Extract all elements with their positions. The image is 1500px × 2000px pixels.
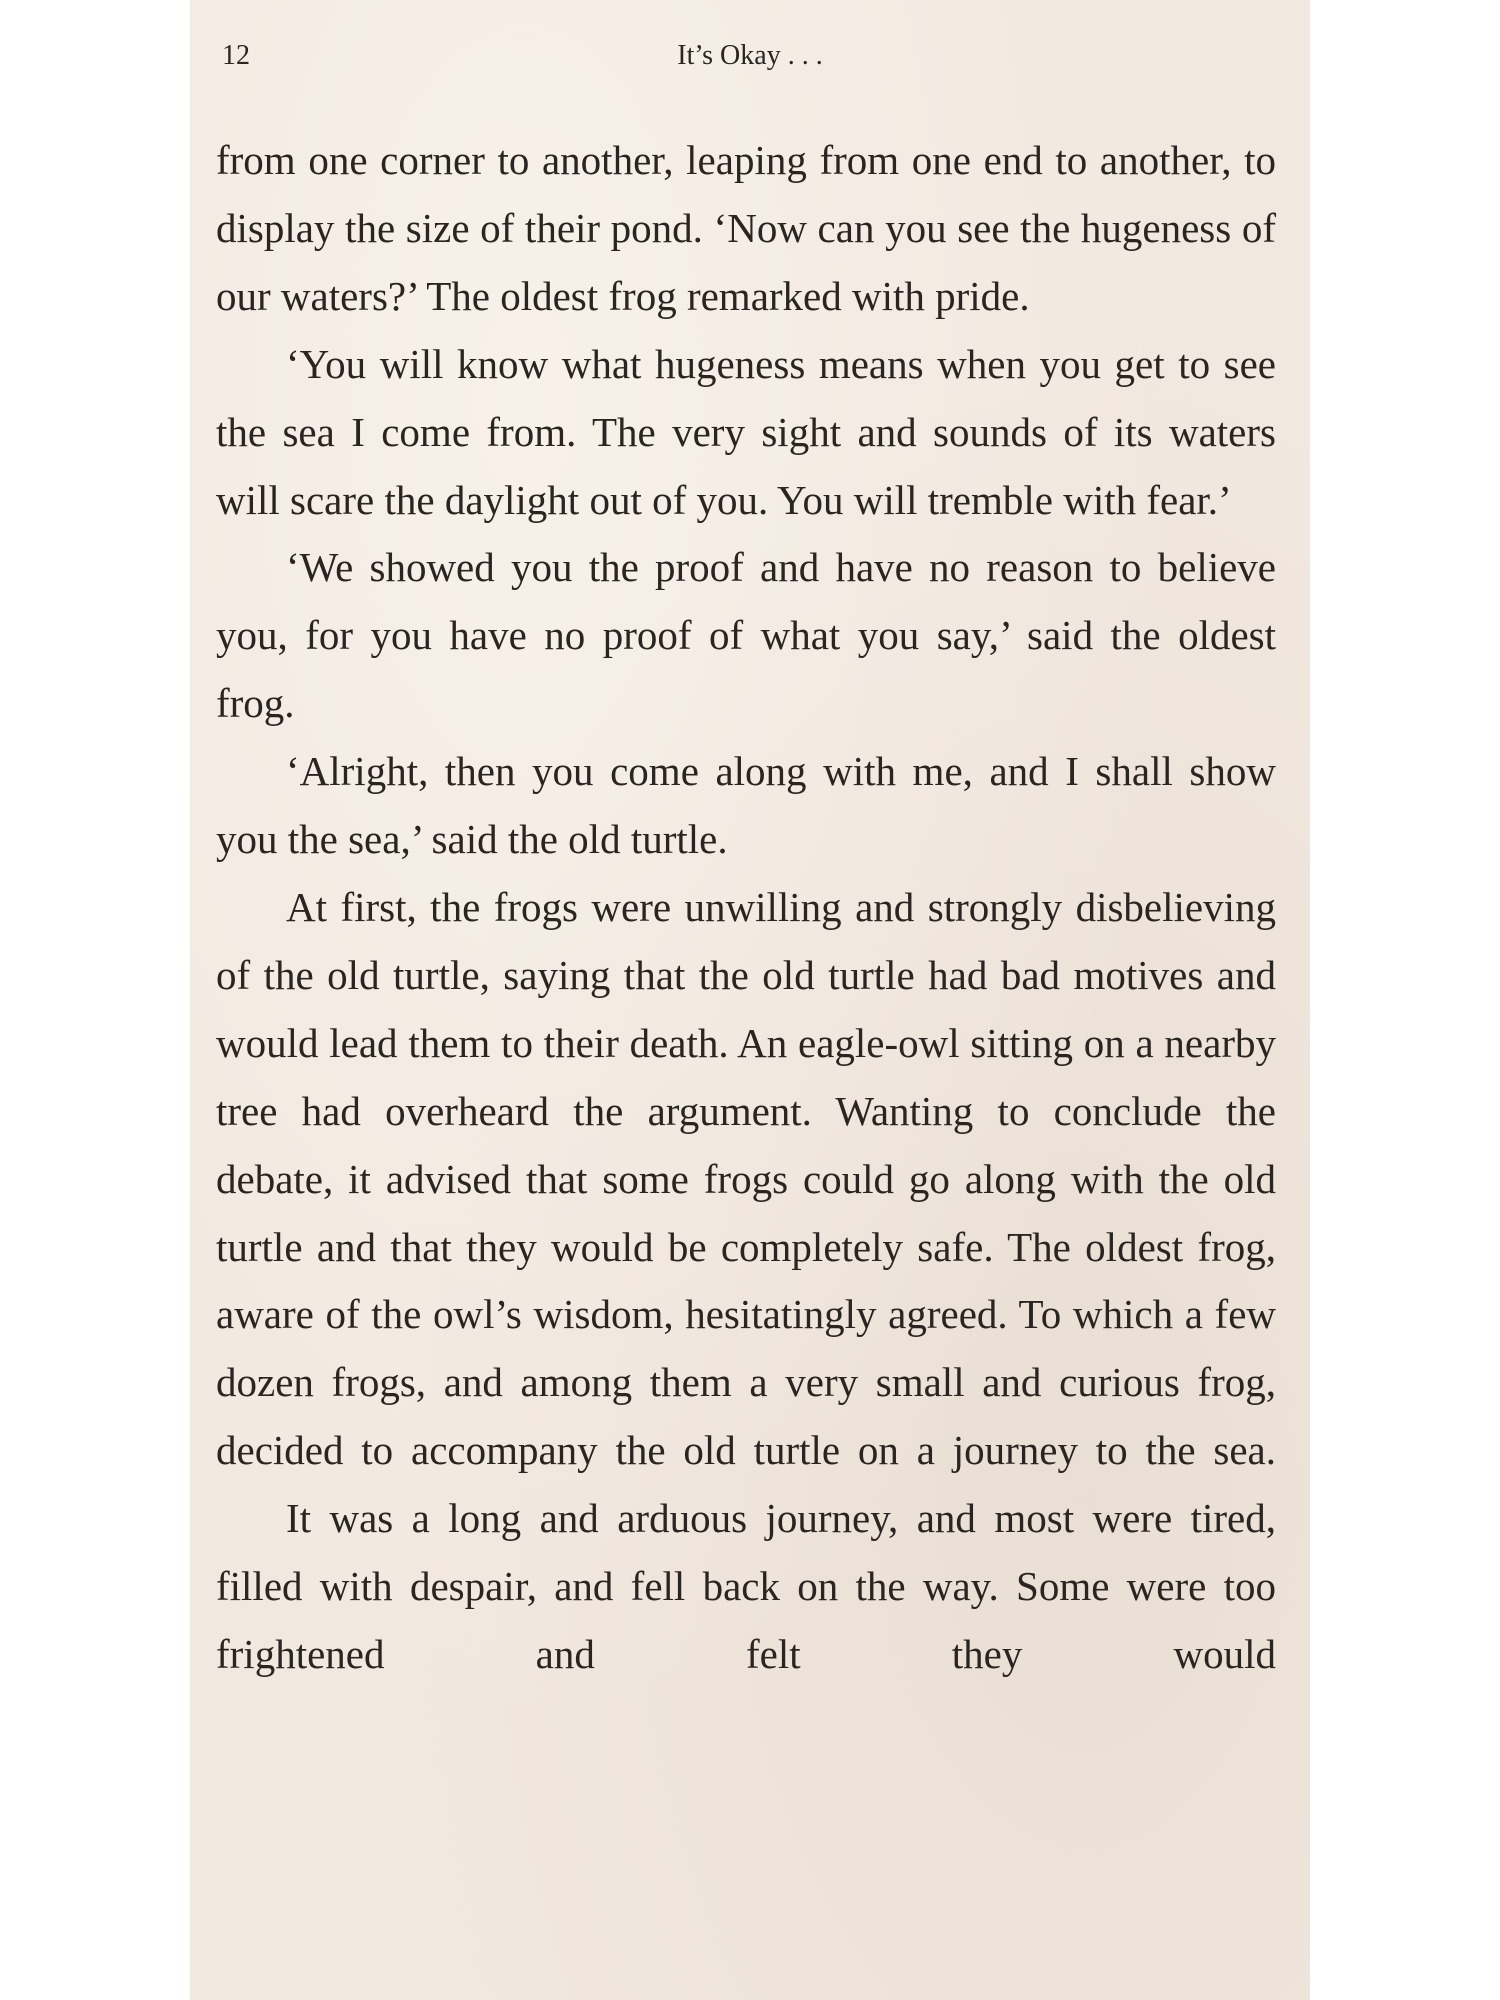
paragraph: It was a long and arduous journey, and most were tired, filled with despair, and fell back on the way. Some were too frightened and felt they would: [216, 1495, 1276, 1677]
body-text: [216, 127, 1276, 1689]
running-title: It’s Okay . . .: [677, 40, 823, 71]
paragraph: ‘You will know what hugeness means when you get to see the sea I come from. The very sight and sounds of its waters will scare the daylight out of you. You will tremble with fear.’: [216, 340, 1276, 523]
book-page: [190, 0, 1310, 2000]
paragraph: from one corner to another, leaping from one end to another, to display the size of their pond. ‘Now can you see the hugeness of our waters?’ The oldest frog remarked with pride.: [216, 137, 1276, 319]
paragraph: ‘We showed you the proof and have no reason to believe you, for you have no proof of what you say,’ said the oldest frog.: [216, 544, 1276, 727]
page-number: 12: [222, 40, 250, 71]
paragraph: At first, the frogs were unwilling and strongly disbelieving of the old turtle, saying that the old turtle had bad motives and would lead them to their death. An eagle-owl sitting on a nearby tree had overheard the argument. Wanting to conclude the debate, it advised that some frogs could go along with the old turtle and that they would be completely safe. The oldest frog, aware of the owl’s wisdom, hesitatingly agreed. To which a few dozen frogs, and among them a very small and curious frog, decided to accompany the old turtle on a journey to the sea.: [216, 883, 1276, 1474]
page-header: [222, 40, 1278, 80]
paragraph: ‘Alright, then you come along with me, and I shall show you the sea,’ said the old turtle.: [216, 748, 1276, 863]
